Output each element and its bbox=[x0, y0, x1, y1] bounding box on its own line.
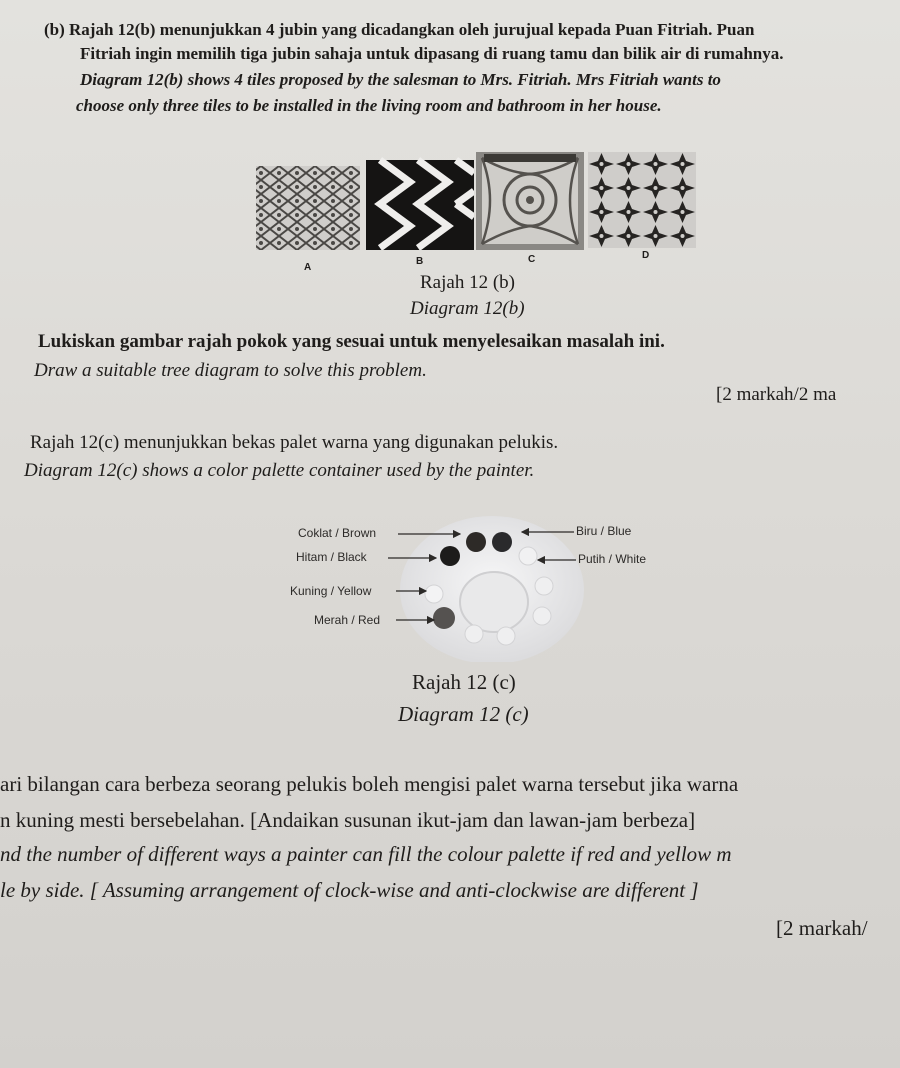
instruction-malay: Lukiskan gambar rajah pokok yang sesuai untuk menyelesaikan masalah ini. bbox=[38, 331, 665, 352]
tile-a-label: A bbox=[304, 262, 312, 273]
label-black: Hitam / Black bbox=[296, 550, 367, 564]
marks-part-c: [2 markah/ bbox=[776, 916, 868, 940]
tile-b-label: B bbox=[416, 256, 424, 267]
diagram-12c-caption-english: Diagram 12 (c) bbox=[398, 702, 529, 726]
floral-medallion-tile-icon bbox=[476, 152, 584, 250]
part-b-malay-text-1: Rajah 12(b) menunjukkan 4 jubin yang dicadangkan oleh jurujual kepada Puan Fitriah. Puan bbox=[69, 20, 755, 39]
diagram-12b-caption-malay: Rajah 12 (b) bbox=[420, 272, 515, 293]
part-c-intro-english: Diagram 12(c) shows a color palette container used by the painter. bbox=[24, 460, 535, 481]
label-white: Putih / White bbox=[578, 552, 647, 566]
question-malay-line-2: n kuning mesti bersebelahan. [Andaikan susunan ikut-jam dan lawan-jam berbeza] bbox=[0, 808, 696, 832]
chevron-tile-icon bbox=[366, 152, 474, 250]
label-blue: Biru / Blue bbox=[576, 524, 632, 538]
question-english-line-1: nd the number of different ways a painter can fill the colour palette if red and yellow m bbox=[0, 842, 732, 866]
part-b-malay-line-2: Fitriah ingin memilih tiga jubin sahaja untuk dipasang di ruang tamu dan bilik air di rumahnya. bbox=[80, 44, 784, 63]
part-b-label: (b) bbox=[44, 20, 65, 39]
question-malay-line-1: ari bilangan cara berbeza seorang pelukis boleh mengisi palet warna tersebut jika warna bbox=[0, 772, 739, 796]
label-yellow: Kuning / Yellow bbox=[290, 584, 372, 598]
tile-d-label: D bbox=[642, 250, 650, 261]
marks-part-b: [2 markah/2 ma bbox=[716, 384, 837, 405]
question-english-line-2: le by side. [ Assuming arrangement of clock-wise and anti-clockwise are different ] bbox=[0, 878, 699, 902]
tile-c-label: C bbox=[528, 254, 536, 265]
star-pattern-tile-icon bbox=[588, 152, 696, 250]
label-red: Merah / Red bbox=[314, 613, 381, 627]
part-b-english-line-2: choose only three tiles to be installed in the living room and bathroom in her house. bbox=[76, 96, 662, 115]
part-c-intro-malay: Rajah 12(c) menunjukkan bekas palet warna yang digunakan pelukis. bbox=[30, 432, 559, 453]
part-b-malay-line-1 bbox=[44, 20, 754, 40]
part-b-english-line-1: Diagram 12(b) shows 4 tiles proposed by the salesman to Mrs. Fitriah. Mrs Fitriah wants to bbox=[80, 70, 721, 89]
diagram-12c-caption-malay: Rajah 12 (c) bbox=[412, 670, 516, 694]
diagram-12b-caption-english: Diagram 12(b) bbox=[410, 298, 525, 319]
instruction-english: Draw a suitable tree diagram to solve this problem. bbox=[34, 360, 427, 381]
diamond-lattice-tile-icon bbox=[252, 152, 360, 250]
label-brown: Coklat / Brown bbox=[298, 526, 377, 540]
